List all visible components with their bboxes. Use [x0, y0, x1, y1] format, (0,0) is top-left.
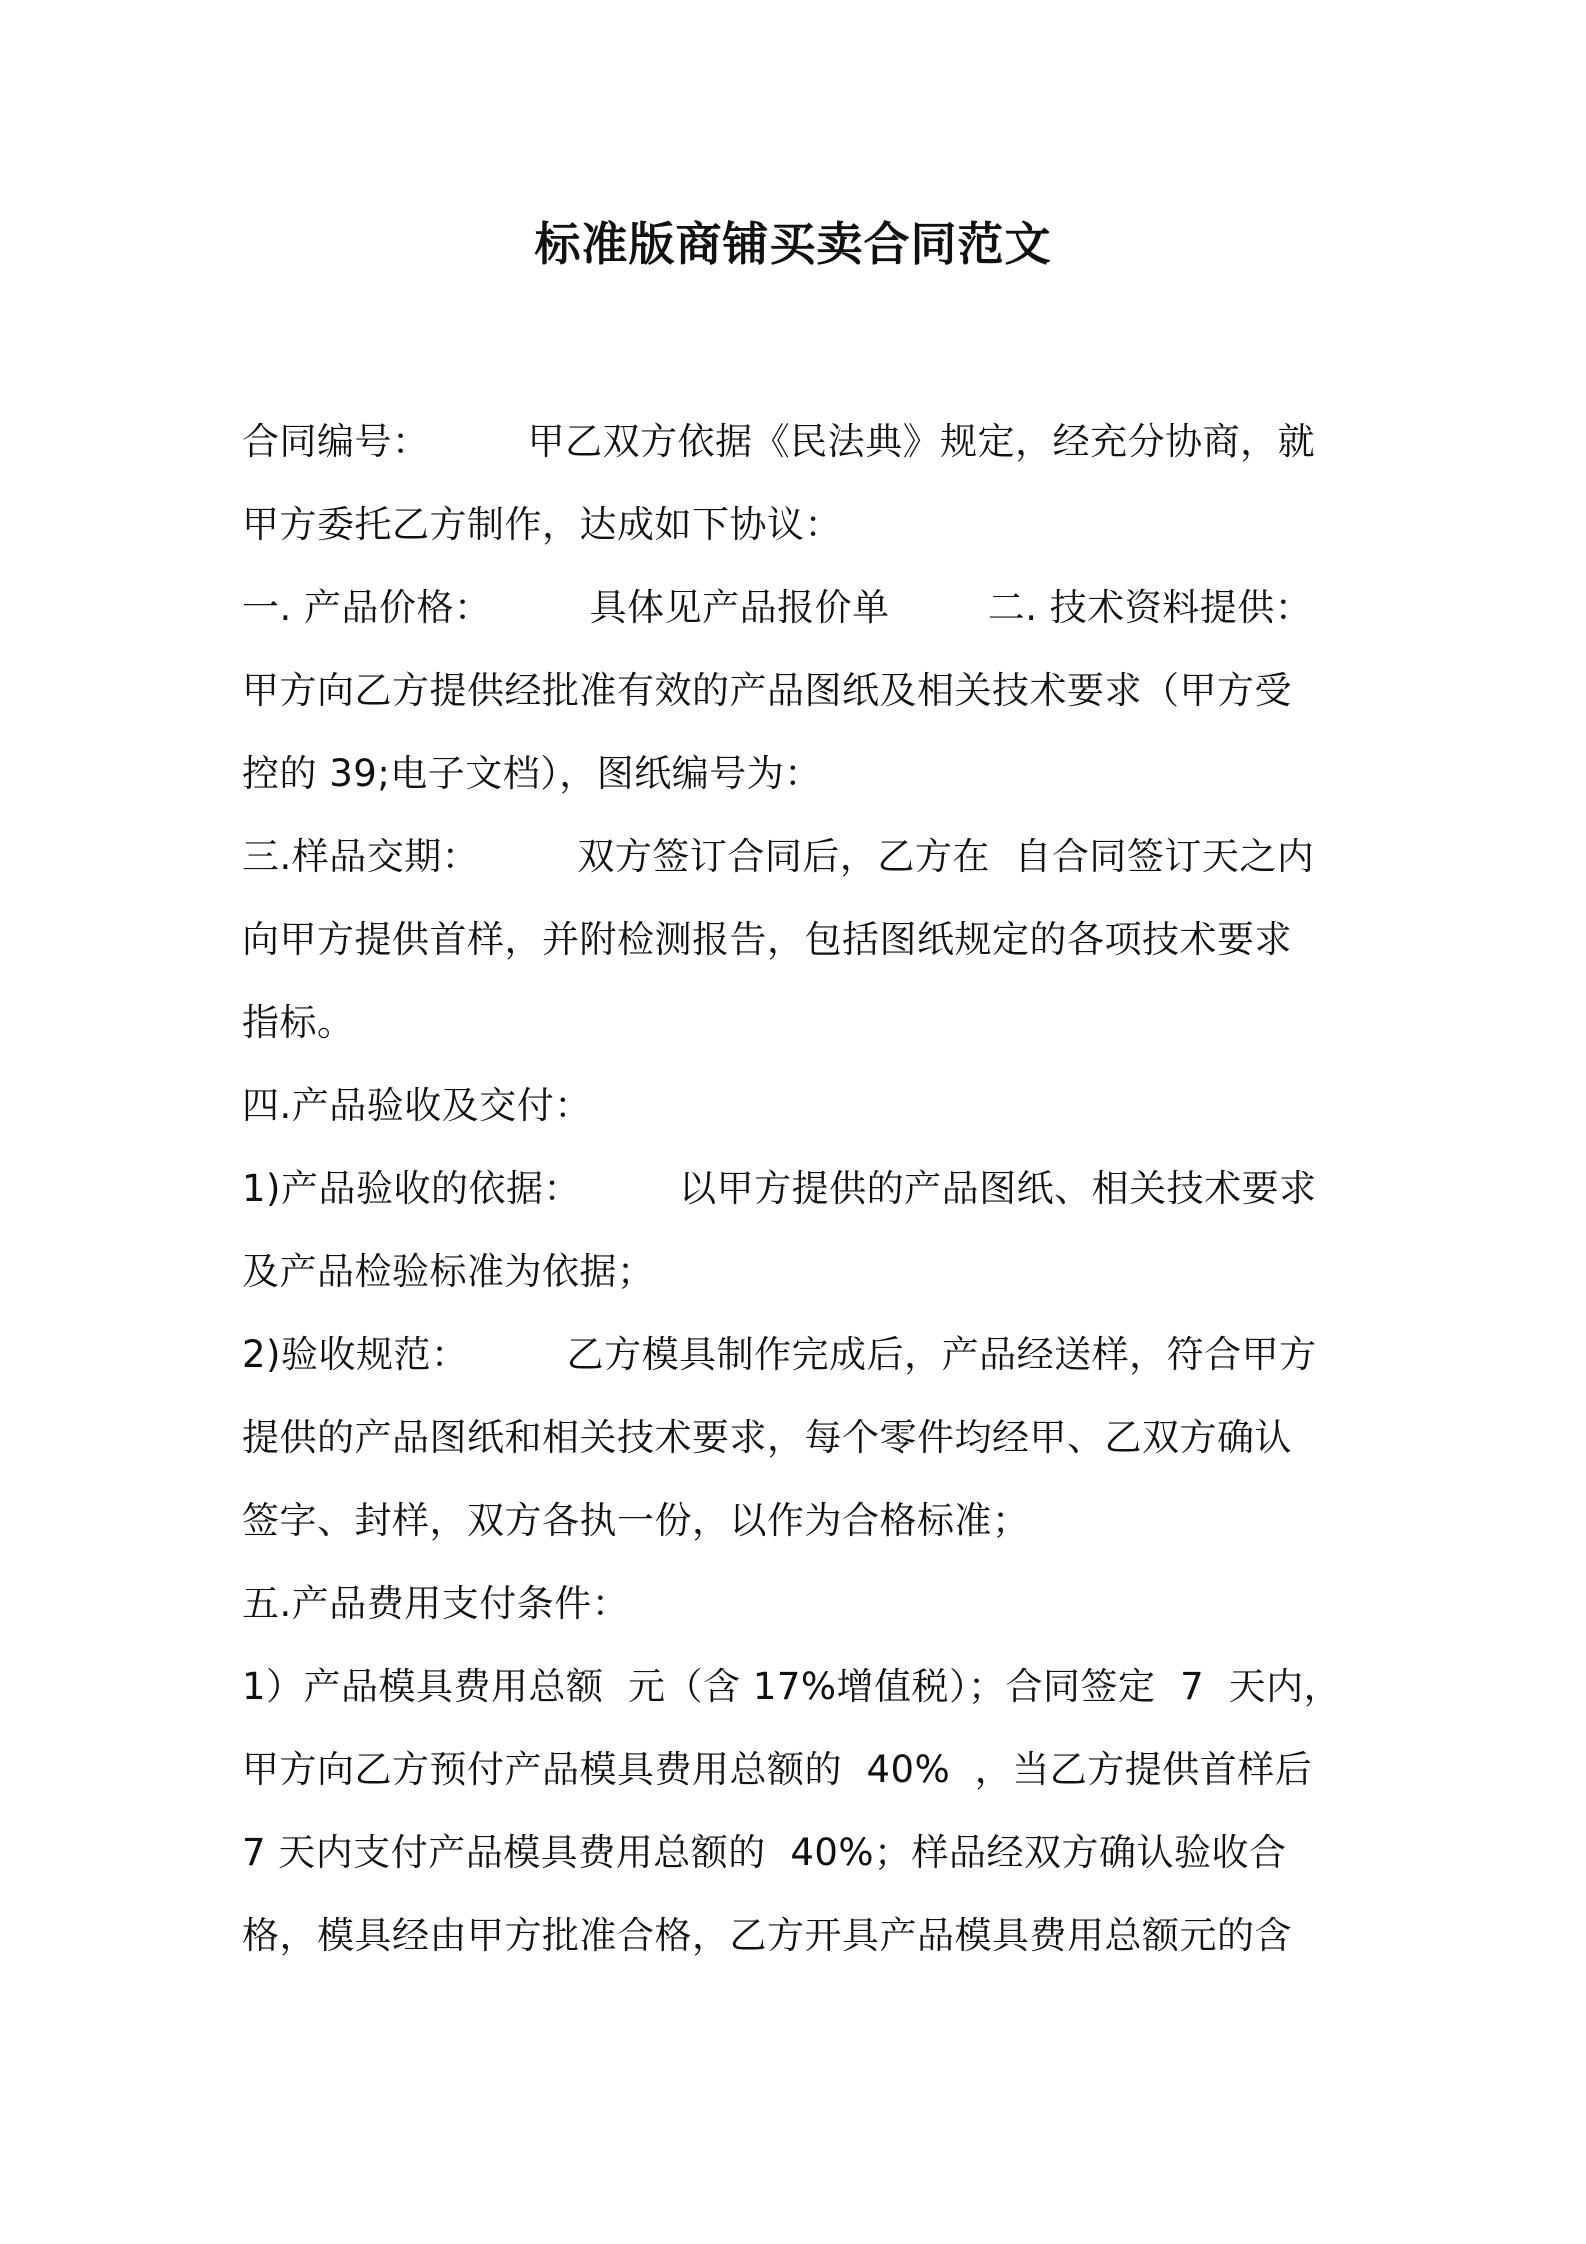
- text-line: 提供的产品图纸和相关技术要求，每个零件均经甲、乙双方确认: [242, 1416, 1292, 1459]
- text-line: 指标。: [242, 1001, 355, 1044]
- document-title: 标准版商铺买卖合同范文: [534, 217, 1052, 271]
- text-line: 7 天内支付产品模具费用总额的 40%；样品经双方确认验收合: [242, 1831, 1287, 1874]
- text-line: 甲方向乙方提供经批准有效的产品图纸及相关技术要求（甲方受: [242, 669, 1292, 712]
- text-line: 四.产品验收及交付：: [242, 1084, 592, 1127]
- text-line: 及产品检验标准为依据；: [242, 1250, 655, 1293]
- text-line: 甲方委托乙方制作，达成如下协议：: [242, 503, 842, 546]
- text-line: 一. 产品价格： 具体见产品报价单 二. 技术资料提供：: [242, 586, 1313, 629]
- text-line: 三.样品交期： 双方签订合同后，乙方在 自合同签订天之内: [242, 835, 1315, 878]
- text-line: 1)产品验收的依据： 以甲方提供的产品图纸、相关技术要求: [242, 1167, 1317, 1210]
- document-body: [242, 400, 1352, 1977]
- text-line: 向甲方提供首样，并附检测报告，包括图纸规定的各项技术要求: [242, 918, 1292, 961]
- text-line: 签字、封样，双方各执一份，以作为合格标准；: [242, 1499, 1030, 1542]
- text-line: 格，模具经由甲方批准合格，乙方开具产品模具费用总额元的含: [242, 1914, 1292, 1957]
- text-line: 2)验收规范： 乙方模具制作完成后，产品经送样，符合甲方: [242, 1333, 1317, 1376]
- text-line: 甲方向乙方预付产品模具费用总额的 40% ，当乙方提供首样后: [242, 1748, 1313, 1791]
- text-line: 控的 39;电子文档），图纸编号为：: [242, 752, 822, 795]
- text-line: 合同编号： 甲乙双方依据《民法典》规定，经充分协商，就: [242, 420, 1316, 463]
- text-line: 五.产品费用支付条件：: [242, 1582, 630, 1625]
- text-line: 1）产品模具费用总额 元（含 17%增值税）；合同签定 7 天内，: [242, 1665, 1342, 1708]
